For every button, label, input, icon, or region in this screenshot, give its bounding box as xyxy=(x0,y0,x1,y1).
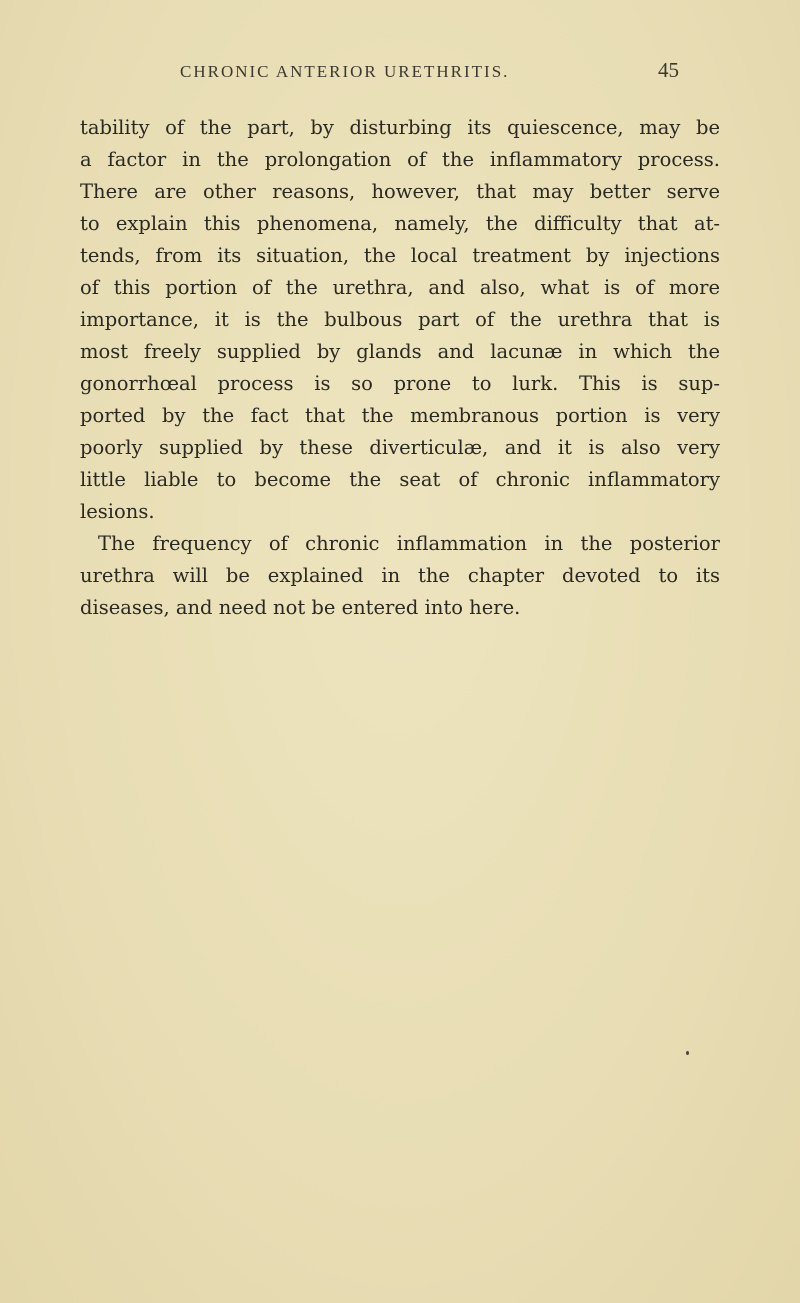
text-line: to explain this phenomena, namely, the difficulty that at- xyxy=(80,212,720,235)
text-line: The frequency of chronic inflammation in the posterior xyxy=(98,532,720,555)
text-line: gonorrhœal process is so prone to lurk. This is sup- xyxy=(80,372,720,395)
text-line: tability of the part, by disturbing its quiescence, may be xyxy=(80,116,720,139)
page-number: 45 xyxy=(658,58,679,82)
text-line: most freely supplied by glands and lacunæ in which the xyxy=(80,340,720,363)
text-line: tends, from its situation, the local treatment by injections xyxy=(80,244,720,267)
text-line: importance, it is the bulbous part of the urethra that is xyxy=(80,308,720,331)
text-line: urethra will be explained in the chapter devoted to its xyxy=(80,564,720,587)
text-line: lesions. xyxy=(80,500,155,523)
text-line: a factor in the prolongation of the inflammatory process. xyxy=(80,148,720,171)
paragraph xyxy=(80,112,720,528)
text-line: diseases, and need not be entered into here. xyxy=(80,596,521,619)
text-line: little liable to become the seat of chronic inflammatory xyxy=(80,468,720,491)
body-text xyxy=(80,112,720,624)
running-head: CHRONIC ANTERIOR URETHRITIS. xyxy=(180,62,510,81)
paragraph xyxy=(80,528,720,624)
text-line: ported by the fact that the membranous portion is very xyxy=(80,404,720,427)
text-line: There are other reasons, however, that may better serve xyxy=(80,180,720,203)
text-line: poorly supplied by these diverticulæ, and it is also very xyxy=(80,436,720,459)
paper-speck xyxy=(686,1051,689,1055)
text-line: of this portion of the urethra, and also, what is of more xyxy=(80,276,720,299)
